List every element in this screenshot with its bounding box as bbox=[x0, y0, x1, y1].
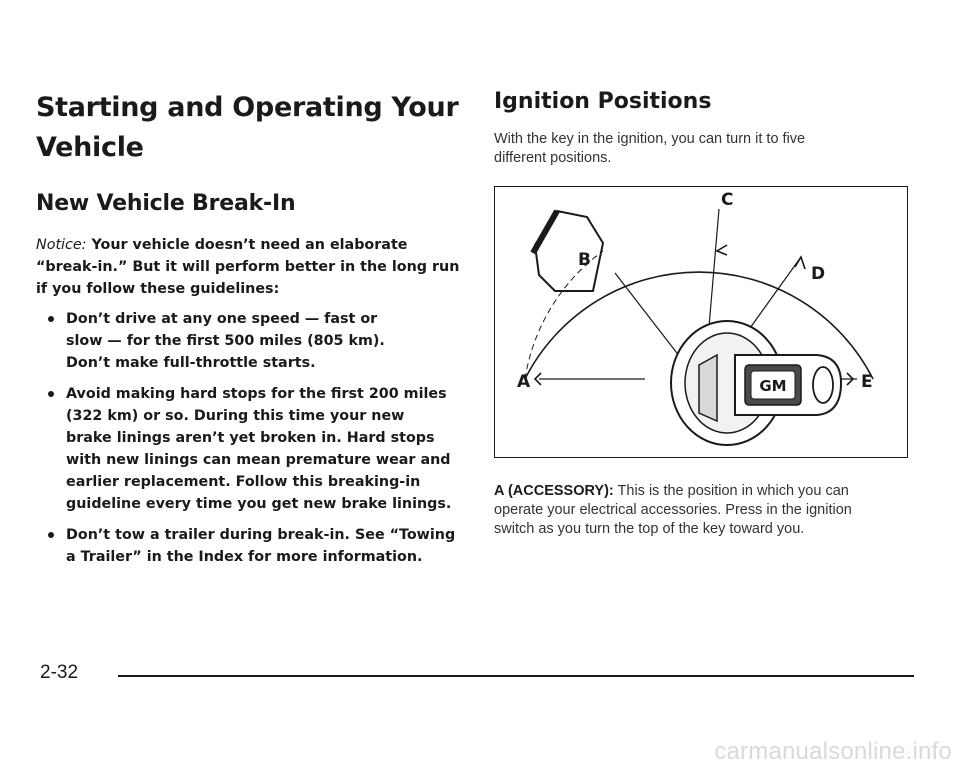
bullet-icon bbox=[48, 391, 54, 397]
ignition-diagram bbox=[494, 186, 908, 458]
page-title: Starting and Operating Your Vehicle bbox=[36, 92, 459, 163]
list-item: Don’t drive at any one speed — fast or slow — for the first 500 miles (805 km). Don’t make full-throttle starts. bbox=[36, 308, 466, 374]
bullet-icon bbox=[48, 316, 54, 322]
arrow-c-icon bbox=[717, 245, 727, 255]
section-title: New Vehicle Break-In bbox=[36, 191, 296, 216]
watermark: carmanualsonline.info bbox=[714, 738, 952, 765]
list-item: Don’t tow a trailer during break-in. See “Towing a Trailer” in the Index for more information. bbox=[36, 524, 466, 568]
accessory-description: A (ACCESSORY): This is the position in which you can operate your electrical accessories. Press in the ignition switch as you turn the top of the key toward you. bbox=[494, 483, 852, 537]
notice-paragraph: Notice: Your vehicle doesn’t need an elaborate “break-in.” But it will perform better in the long run if you follow these guidelines: bbox=[36, 237, 460, 297]
accessory-term: A (ACCESSORY): bbox=[494, 483, 614, 499]
right-column bbox=[494, 88, 914, 168]
bullet-icon bbox=[48, 532, 54, 538]
position-label-d: D bbox=[811, 264, 826, 284]
footer-rule bbox=[118, 675, 914, 677]
ignition-diagram-svg bbox=[495, 187, 907, 457]
radial-line-b bbox=[615, 273, 680, 357]
notice-lead: Notice: bbox=[36, 237, 87, 253]
gm-logo-text: GM bbox=[759, 377, 787, 395]
key-position-b-icon bbox=[535, 211, 603, 291]
position-label-a: A bbox=[517, 372, 531, 392]
key-slot-icon bbox=[699, 355, 717, 421]
position-label-e: E bbox=[861, 372, 873, 392]
list-item: Avoid making hard stops for the first 200 miles (322 km) or so. During this time your new brake linings aren’t yet broken in. Hard stops with new linings can mean premature wear and earlier replacement. Follow this breaking-in guideline every time you get new brake linings. bbox=[36, 383, 466, 515]
guideline-list bbox=[36, 308, 466, 568]
radial-line-c bbox=[709, 209, 719, 327]
left-column bbox=[36, 88, 466, 577]
ignition-intro: With the key in the ignition, you can turn it to five different positions. bbox=[494, 131, 806, 166]
position-label-c: C bbox=[721, 190, 734, 210]
ignition-title: Ignition Positions bbox=[494, 89, 712, 114]
page-number: 2-32 bbox=[40, 662, 79, 683]
arrow-d-icon bbox=[795, 257, 805, 269]
key-hole-icon bbox=[813, 367, 833, 403]
position-label-b: B bbox=[578, 250, 591, 270]
